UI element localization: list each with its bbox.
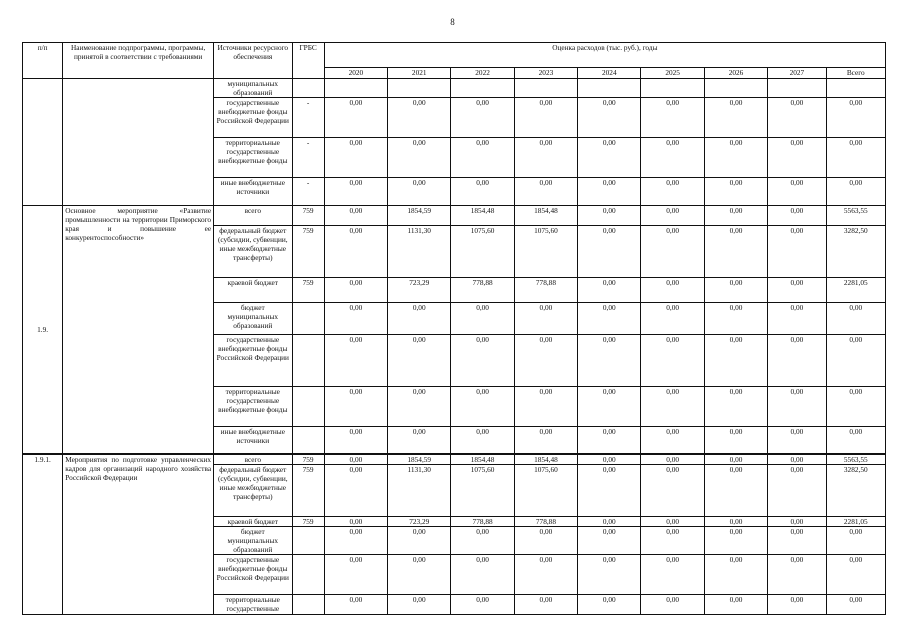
value-cell: 0,00 <box>514 303 577 335</box>
total-cell: 0,00 <box>826 303 885 335</box>
total-cell: 3282,50 <box>826 464 885 516</box>
header-num: п/п <box>23 43 63 79</box>
value-cell: 0,00 <box>514 427 577 454</box>
source-cell: федеральный бюджет (субсидии, субвенции, иные межбюджетные трансферты) <box>214 464 292 516</box>
value-cell: 778,88 <box>451 278 514 303</box>
value-cell: 0,00 <box>641 554 704 594</box>
expenditure-table <box>22 42 886 615</box>
value-cell: 0,00 <box>641 454 704 465</box>
header-year: 2022 <box>451 68 514 79</box>
value-cell: 0,00 <box>704 206 767 226</box>
header-year: 2026 <box>704 68 767 79</box>
value-cell <box>324 79 387 98</box>
value-cell: 0,00 <box>451 554 514 594</box>
header-year: 2020 <box>324 68 387 79</box>
grbs-cell: 759 <box>292 226 324 278</box>
value-cell: 1854,59 <box>388 206 451 226</box>
source-cell: бюджет муниципальных образований <box>214 303 292 335</box>
value-cell: 0,00 <box>768 303 826 335</box>
value-cell: 0,00 <box>578 427 641 454</box>
grbs-cell: - <box>292 138 324 178</box>
value-cell: 0,00 <box>641 98 704 138</box>
row-number <box>23 79 63 206</box>
value-cell: 0,00 <box>704 278 767 303</box>
value-cell: 0,00 <box>514 594 577 614</box>
source-cell: краевой бюджет <box>214 278 292 303</box>
source-cell: государственные внебюджетные фонды Российской Федерации <box>214 335 292 387</box>
value-cell: 0,00 <box>388 303 451 335</box>
value-cell: 0,00 <box>641 387 704 427</box>
grbs-cell: 759 <box>292 464 324 516</box>
value-cell: 0,00 <box>578 454 641 465</box>
value-cell: 0,00 <box>514 335 577 387</box>
header-year: 2024 <box>578 68 641 79</box>
header-year: 2027 <box>768 68 826 79</box>
value-cell: 0,00 <box>388 554 451 594</box>
grbs-cell <box>292 594 324 614</box>
value-cell: 0,00 <box>388 387 451 427</box>
value-cell: 0,00 <box>768 594 826 614</box>
source-cell: государственные внебюджетные фонды Российской Федерации <box>214 98 292 138</box>
value-cell: 0,00 <box>641 594 704 614</box>
value-cell: 0,00 <box>704 138 767 178</box>
grbs-cell <box>292 526 324 554</box>
value-cell: 0,00 <box>704 464 767 516</box>
source-cell: территориальные государственные внебюджетные фонды <box>214 387 292 427</box>
header-year: 2023 <box>514 68 577 79</box>
source-cell: территориальные государственные <box>214 594 292 614</box>
value-cell: 0,00 <box>514 387 577 427</box>
value-cell: 0,00 <box>768 226 826 278</box>
header-year: 2021 <box>388 68 451 79</box>
value-cell <box>641 79 704 98</box>
value-cell: 0,00 <box>324 594 387 614</box>
value-cell: 0,00 <box>641 427 704 454</box>
value-cell: 0,00 <box>578 98 641 138</box>
value-cell: 0,00 <box>514 98 577 138</box>
value-cell: 0,00 <box>768 427 826 454</box>
total-cell: 5563,55 <box>826 206 885 226</box>
value-cell: 0,00 <box>324 178 387 206</box>
grbs-cell: 759 <box>292 454 324 465</box>
row-number: 1.9. <box>23 206 63 454</box>
row-name <box>63 79 214 206</box>
source-cell: бюджет муниципальных образований <box>214 526 292 554</box>
value-cell: 0,00 <box>451 594 514 614</box>
value-cell: 0,00 <box>324 554 387 594</box>
value-cell: 0,00 <box>388 526 451 554</box>
value-cell: 778,88 <box>451 516 514 526</box>
value-cell: 1854,48 <box>514 454 577 465</box>
value-cell: 0,00 <box>324 526 387 554</box>
value-cell: 0,00 <box>514 178 577 206</box>
total-cell: 0,00 <box>826 178 885 206</box>
value-cell: 0,00 <box>388 98 451 138</box>
value-cell: 0,00 <box>704 303 767 335</box>
value-cell: 1131,30 <box>388 226 451 278</box>
value-cell: 0,00 <box>768 178 826 206</box>
value-cell: 0,00 <box>704 516 767 526</box>
value-cell: 0,00 <box>451 138 514 178</box>
value-cell: 0,00 <box>641 464 704 516</box>
value-cell: 0,00 <box>324 427 387 454</box>
value-cell: 0,00 <box>514 554 577 594</box>
value-cell: 0,00 <box>641 303 704 335</box>
value-cell: 723,29 <box>388 278 451 303</box>
header-grbs: ГРБС <box>292 43 324 79</box>
total-cell: 0,00 <box>826 427 885 454</box>
value-cell: 0,00 <box>451 98 514 138</box>
total-cell: 5563,55 <box>826 454 885 465</box>
value-cell: 0,00 <box>578 206 641 226</box>
value-cell: 1075,60 <box>514 464 577 516</box>
source-cell: государственные внебюджетные фонды Российской Федерации <box>214 554 292 594</box>
row-name: Основное мероприятие «Развитие промышленности на территории Приморского края и повышение ее конкурентоспособности» <box>63 206 214 454</box>
value-cell <box>514 79 577 98</box>
total-cell <box>826 79 885 98</box>
total-cell: 0,00 <box>826 526 885 554</box>
value-cell <box>388 79 451 98</box>
value-cell: 0,00 <box>514 138 577 178</box>
value-cell: 0,00 <box>578 554 641 594</box>
grbs-cell: - <box>292 98 324 138</box>
value-cell: 1075,60 <box>514 226 577 278</box>
value-cell: 0,00 <box>324 138 387 178</box>
value-cell: 0,00 <box>641 278 704 303</box>
header-year: 2025 <box>641 68 704 79</box>
source-cell: муниципальных образований <box>214 79 292 98</box>
value-cell: 0,00 <box>704 226 767 278</box>
value-cell: 0,00 <box>324 454 387 465</box>
source-cell: иные внебюджетные источники <box>214 178 292 206</box>
total-cell: 0,00 <box>826 387 885 427</box>
value-cell: 0,00 <box>388 594 451 614</box>
value-cell: 0,00 <box>578 526 641 554</box>
value-cell: 0,00 <box>641 526 704 554</box>
value-cell: 0,00 <box>641 226 704 278</box>
value-cell: 1131,30 <box>388 464 451 516</box>
value-cell: 0,00 <box>324 206 387 226</box>
value-cell: 0,00 <box>324 516 387 526</box>
grbs-cell: 759 <box>292 516 324 526</box>
source-cell: всего <box>214 454 292 465</box>
header-year: Всего <box>826 68 885 79</box>
value-cell: 0,00 <box>768 278 826 303</box>
grbs-cell <box>292 335 324 387</box>
total-cell: 0,00 <box>826 594 885 614</box>
value-cell: 0,00 <box>324 387 387 427</box>
source-cell: федеральный бюджет (субсидии, субвенции, иные межбюджетные трансферты) <box>214 226 292 278</box>
grbs-cell: 759 <box>292 206 324 226</box>
value-cell: 0,00 <box>641 335 704 387</box>
value-cell: 0,00 <box>704 335 767 387</box>
value-cell: 0,00 <box>641 138 704 178</box>
value-cell: 0,00 <box>641 178 704 206</box>
value-cell: 0,00 <box>768 98 826 138</box>
value-cell: 0,00 <box>388 138 451 178</box>
total-cell: 0,00 <box>826 98 885 138</box>
page-number: 8 <box>450 17 455 27</box>
total-cell: 0,00 <box>826 554 885 594</box>
header-name: Наименование подпрограммы, программы, принятой в соответствии с требованиями <box>63 43 214 79</box>
value-cell: 0,00 <box>451 178 514 206</box>
value-cell: 0,00 <box>578 464 641 516</box>
value-cell: 0,00 <box>578 335 641 387</box>
value-cell: 0,00 <box>768 206 826 226</box>
header-source: Источники ресурсного обеспечения <box>214 43 292 79</box>
value-cell: 0,00 <box>704 594 767 614</box>
value-cell: 0,00 <box>324 98 387 138</box>
value-cell: 0,00 <box>768 138 826 178</box>
value-cell: 0,00 <box>704 427 767 454</box>
value-cell <box>704 79 767 98</box>
value-cell: 0,00 <box>768 464 826 516</box>
value-cell: 1854,48 <box>451 454 514 465</box>
grbs-cell: 759 <box>292 278 324 303</box>
grbs-cell: - <box>292 178 324 206</box>
value-cell: 0,00 <box>324 464 387 516</box>
value-cell: 1075,60 <box>451 226 514 278</box>
value-cell: 0,00 <box>451 335 514 387</box>
value-cell: 0,00 <box>704 178 767 206</box>
value-cell: 0,00 <box>641 516 704 526</box>
value-cell: 0,00 <box>451 526 514 554</box>
value-cell: 0,00 <box>451 427 514 454</box>
value-cell: 0,00 <box>324 226 387 278</box>
value-cell: 0,00 <box>388 427 451 454</box>
grbs-cell <box>292 79 324 98</box>
value-cell: 1854,48 <box>451 206 514 226</box>
value-cell <box>451 79 514 98</box>
value-cell: 778,88 <box>514 278 577 303</box>
value-cell: 0,00 <box>578 516 641 526</box>
row-number: 1.9.1. <box>23 454 63 615</box>
row-name: Мероприятия по подготовке управленческих кадров для организаций народного хозяйства Российской Федерации <box>63 454 214 615</box>
value-cell: 1075,60 <box>451 464 514 516</box>
grbs-cell <box>292 387 324 427</box>
value-cell: 0,00 <box>324 335 387 387</box>
source-cell: территориальные государственные внебюджетные фонды <box>214 138 292 178</box>
value-cell: 0,00 <box>768 335 826 387</box>
value-cell: 0,00 <box>768 516 826 526</box>
value-cell: 0,00 <box>388 335 451 387</box>
value-cell: 0,00 <box>641 206 704 226</box>
value-cell: 0,00 <box>768 526 826 554</box>
value-cell: 0,00 <box>768 554 826 594</box>
total-cell: 3282,50 <box>826 226 885 278</box>
total-cell: 2281,05 <box>826 516 885 526</box>
total-cell: 0,00 <box>826 335 885 387</box>
value-cell: 0,00 <box>578 594 641 614</box>
value-cell: 0,00 <box>451 387 514 427</box>
value-cell: 0,00 <box>514 526 577 554</box>
value-cell: 0,00 <box>578 387 641 427</box>
value-cell: 0,00 <box>768 387 826 427</box>
source-cell: краевой бюджет <box>214 516 292 526</box>
value-cell: 0,00 <box>324 278 387 303</box>
source-cell: иные внебюджетные источники <box>214 427 292 454</box>
value-cell: 0,00 <box>578 226 641 278</box>
total-cell: 2281,05 <box>826 278 885 303</box>
value-cell: 0,00 <box>768 454 826 465</box>
value-cell: 0,00 <box>388 178 451 206</box>
value-cell: 0,00 <box>704 387 767 427</box>
value-cell: 778,88 <box>514 516 577 526</box>
value-cell: 1854,48 <box>514 206 577 226</box>
value-cell <box>768 79 826 98</box>
value-cell: 0,00 <box>704 526 767 554</box>
value-cell: 1854,59 <box>388 454 451 465</box>
value-cell: 723,29 <box>388 516 451 526</box>
value-cell: 0,00 <box>578 138 641 178</box>
value-cell: 0,00 <box>704 98 767 138</box>
value-cell: 0,00 <box>704 554 767 594</box>
value-cell: 0,00 <box>578 178 641 206</box>
value-cell: 0,00 <box>578 303 641 335</box>
value-cell <box>578 79 641 98</box>
total-cell: 0,00 <box>826 138 885 178</box>
grbs-cell <box>292 427 324 454</box>
value-cell: 0,00 <box>324 303 387 335</box>
value-cell: 0,00 <box>704 454 767 465</box>
source-cell: всего <box>214 206 292 226</box>
header-estimate: Оценка расходов (тыс. руб.), годы <box>324 43 885 68</box>
grbs-cell <box>292 303 324 335</box>
value-cell: 0,00 <box>578 278 641 303</box>
grbs-cell <box>292 554 324 594</box>
value-cell: 0,00 <box>451 303 514 335</box>
